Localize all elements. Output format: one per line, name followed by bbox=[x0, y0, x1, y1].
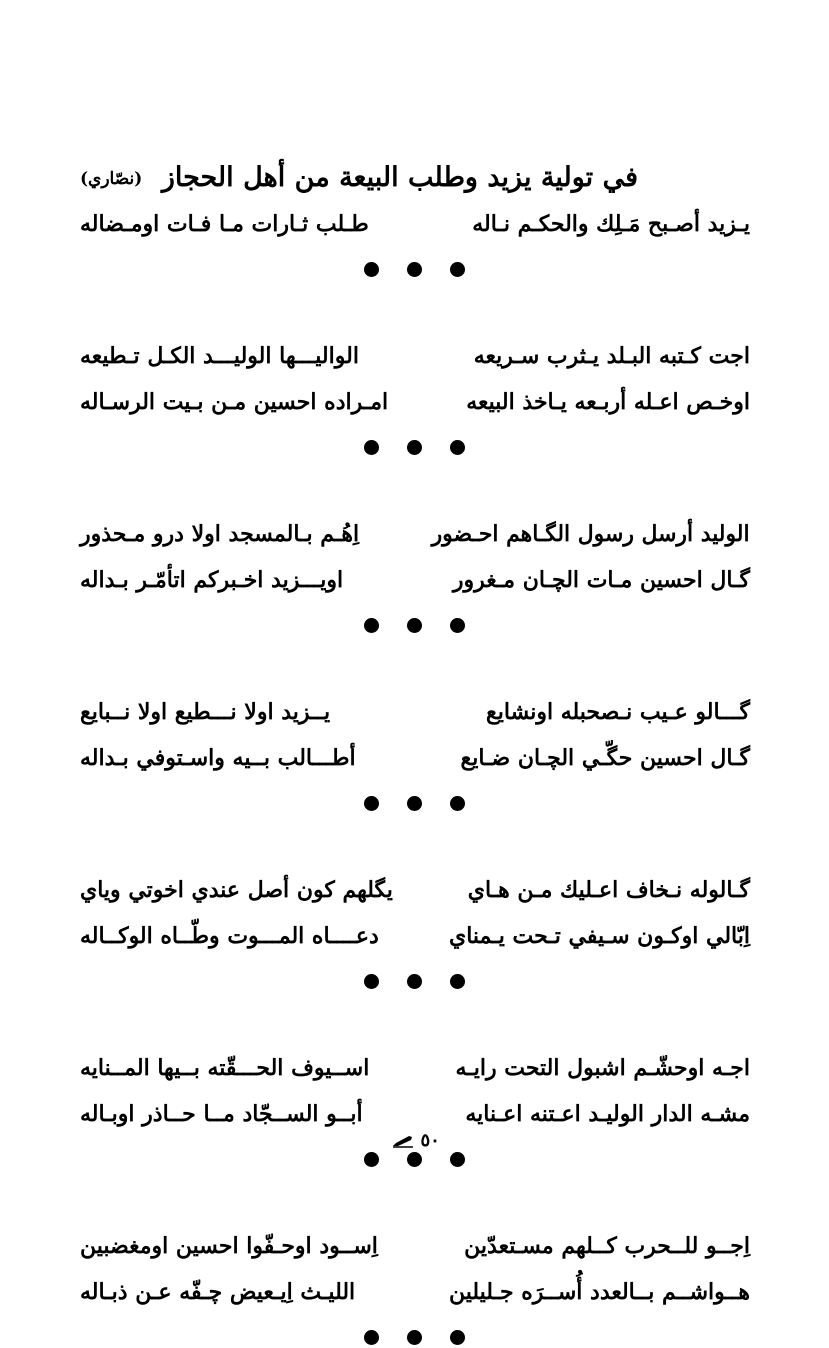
stanza-separator bbox=[0, 1330, 829, 1348]
separator-dot bbox=[450, 262, 465, 277]
first-hemistich: اِجــو للــحرب كــلهم مسـتعدّين bbox=[464, 1233, 750, 1259]
first-hemistich: الوليد أرسل رسول الگـاهم احـضور bbox=[432, 521, 750, 547]
second-hemistich: اِســود اوحـفّوا احسين اومغضبين bbox=[80, 1233, 378, 1259]
pen-icon bbox=[392, 1134, 414, 1148]
separator-dot bbox=[450, 1330, 465, 1345]
verse-line bbox=[80, 1048, 750, 1088]
first-hemistich: گـالوله نـخاف اعـليك مـن هـاي bbox=[467, 877, 750, 903]
separator-dot bbox=[364, 1330, 379, 1345]
verse-line bbox=[80, 870, 750, 910]
second-hemistich: اســيوف الحـــقّته بــيها المــنايه bbox=[80, 1055, 370, 1081]
separator-dot bbox=[450, 974, 465, 989]
verse-line bbox=[80, 692, 750, 732]
second-hemistich: طـلب ثـارات مـا فـات اومـضاله bbox=[80, 211, 369, 237]
separator-dot bbox=[364, 262, 379, 277]
separator-dot bbox=[407, 618, 422, 633]
first-hemistich: يـزيد أصـبح مَـلِك والحكـم نـاله bbox=[472, 211, 750, 237]
second-hemistich: اويـــزيد اخـبركم اتأمّـر بـداله bbox=[80, 567, 344, 593]
second-hemistich: الليـث اِيـعيض چـفّه عـن ذبـاله bbox=[80, 1279, 356, 1305]
first-hemistich: گـال احسين حگّـي الچـان ضـايع bbox=[460, 745, 750, 771]
separator-dot bbox=[450, 440, 465, 455]
first-hemistich: هــواشــم بــالعدد أُســرَه جـليلين bbox=[448, 1279, 750, 1305]
second-hemistich: اِهُـم بـالمسجد اولا درو مـحذور bbox=[80, 521, 360, 547]
separator-dot bbox=[407, 440, 422, 455]
page-number bbox=[0, 1130, 829, 1151]
second-hemistich: أطـــالب بــيه واسـتوفي بـداله bbox=[80, 745, 356, 771]
separator-dot bbox=[407, 796, 422, 811]
poem-tune-label: (نصّاري) bbox=[80, 169, 143, 189]
poem-title: في تولية يزيد وطلب البيعة من أهل الحجاز bbox=[161, 162, 638, 193]
second-hemistich: امـراده احسين مـن بـيت الرسـاله bbox=[80, 389, 389, 415]
second-hemistich: دعــــاه المـــوت وطّــاه الوكــاله bbox=[80, 923, 379, 949]
first-hemistich: اجـه اوحشّـم اشبول التحت رايـه bbox=[455, 1055, 750, 1081]
second-hemistich: الواليـــها الوليـــد الكـل تـطيعه bbox=[80, 343, 359, 369]
separator-dot bbox=[407, 262, 422, 277]
separator-dot bbox=[364, 440, 379, 455]
separator-dot bbox=[364, 1152, 379, 1167]
verse-line bbox=[80, 204, 750, 244]
verse-line bbox=[80, 738, 750, 778]
first-hemistich: اوخـص اعـله أربـعه يـاخذ البيعه bbox=[466, 389, 750, 415]
page-number-value: ٥٠ bbox=[420, 1130, 440, 1151]
stanza-separator bbox=[0, 440, 829, 458]
separator-dot bbox=[407, 974, 422, 989]
verse-line bbox=[80, 1272, 750, 1312]
first-hemistich: گـال احسين مـات الچـان مـغرور bbox=[452, 567, 750, 593]
poem-header bbox=[80, 158, 750, 198]
verse-line bbox=[80, 336, 750, 376]
first-hemistich: اجت كـتبه البـلد يـثرب سـريعه bbox=[473, 343, 750, 369]
separator-dot bbox=[364, 796, 379, 811]
first-hemistich: مشـه الدار الوليـد اعـتنه اعـنايه bbox=[465, 1101, 750, 1127]
stanza-separator bbox=[0, 1152, 829, 1170]
stanza-separator bbox=[0, 618, 829, 636]
verse-line bbox=[80, 1094, 750, 1134]
verse-line bbox=[80, 382, 750, 422]
verse-line bbox=[80, 916, 750, 956]
separator-dot bbox=[407, 1330, 422, 1345]
first-hemistich: گـــالو عـيب نـصحبله اونشايع bbox=[486, 699, 750, 725]
verse-line bbox=[80, 560, 750, 600]
first-hemistich: اِبّالي اوكـون سـيفي تـحت يـمناي bbox=[449, 923, 750, 949]
separator-dot bbox=[364, 974, 379, 989]
separator-dot bbox=[407, 1152, 422, 1167]
separator-dot bbox=[364, 618, 379, 633]
stanza-separator bbox=[0, 262, 829, 280]
verse-line bbox=[80, 1226, 750, 1266]
separator-dot bbox=[450, 618, 465, 633]
separator-dot bbox=[450, 1152, 465, 1167]
separator-dot bbox=[450, 796, 465, 811]
stanza-separator bbox=[0, 796, 829, 814]
second-hemistich: يگلهم كون أصل عندي اخوتي وياي bbox=[80, 877, 393, 903]
second-hemistich: أبــو الســجّاد مــا حــاذر اوبـاله bbox=[80, 1101, 363, 1127]
stanza-separator bbox=[0, 974, 829, 992]
verse-line bbox=[80, 514, 750, 554]
second-hemistich: يــزيد اولا نـــطيع اولا نــبايع bbox=[80, 699, 331, 725]
